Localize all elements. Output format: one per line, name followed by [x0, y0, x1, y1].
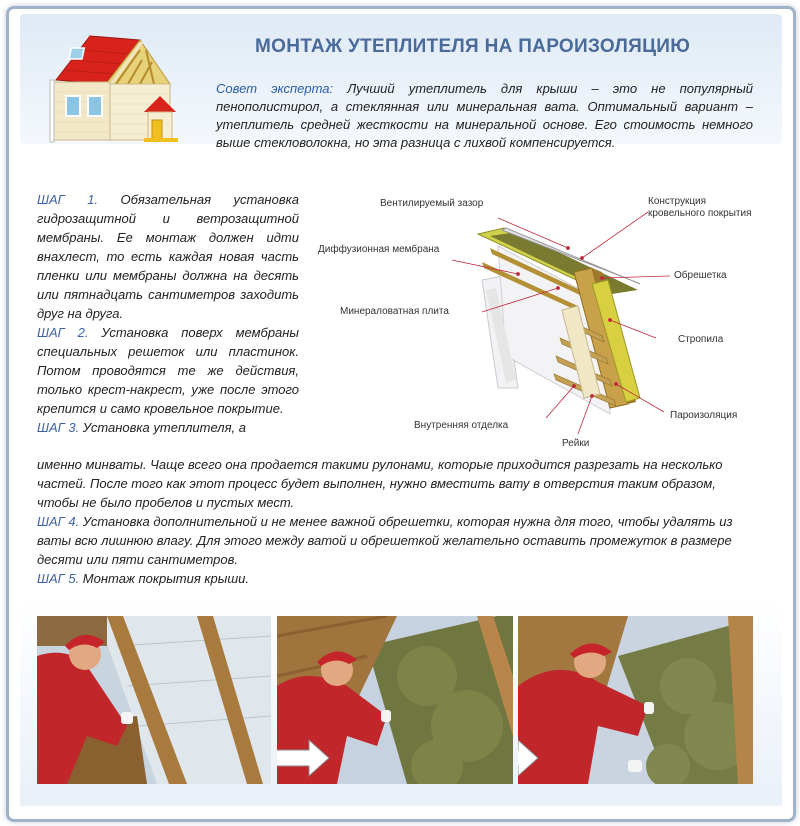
step-5-text: Монтаж покрытия крыши.	[82, 571, 249, 586]
label-vent-gap: Вентилируемый зазор	[380, 198, 484, 209]
steps-left-column	[37, 190, 299, 437]
photo-step-membrane	[37, 616, 271, 784]
step-2	[37, 323, 299, 418]
step-4-text: Установка дополнительной и не менее важной обрешетки, которая нужна для того, чтобы удалять из ваты всю лишнюю влагу. Для этого между ватой и обрешеткой желательно оставить промежуток в размере десяти или пяти сантиметров.	[37, 514, 733, 567]
photo-step-installed	[518, 616, 753, 784]
step-2-label: ШАГ 2.	[37, 325, 89, 340]
advice-label: Совет эксперта:	[216, 81, 334, 96]
label-vapor-barrier: Пароизоляция	[670, 410, 738, 421]
step-3-continued: именно минваты. Чаще всего она продается такими рулонами, которые приходится разрезать на несколько частей. После того как этот процесс будет выполнен, нужно вместить вату в отверстия таким образом, чтобы не было пробелов и пустых мест.	[37, 457, 723, 510]
label-mineral-plate: Минераловатная плита	[340, 306, 449, 317]
step-4-label: ШАГ 4.	[37, 514, 80, 529]
label-battens: Рейки	[562, 438, 590, 448]
house-illustration	[36, 26, 208, 146]
label-roof-construction-2: кровельного покрытия	[648, 208, 752, 219]
label-rafters: Стропила	[678, 334, 724, 345]
step-5-label: ШАГ 5.	[37, 571, 80, 586]
step-1-label: ШАГ 1.	[37, 192, 99, 207]
page-title: МОНТАЖ УТЕПЛИТЕЛЯ НА ПАРОИЗОЛЯЦИЮ	[255, 36, 691, 57]
label-inner-finish: Внутренняя отделка	[414, 420, 509, 431]
label-diffusion-membrane: Диффузионная мембрана	[318, 244, 440, 255]
photo-step-insulation	[277, 616, 513, 784]
label-lathing: Обрешетка	[674, 270, 727, 281]
step-5	[37, 569, 753, 588]
step-3-label: ШАГ 3.	[37, 420, 80, 435]
step-1	[37, 190, 299, 323]
expert-advice	[216, 80, 753, 152]
advice-text: Лучший утеплитель для крыши – это не популярный пенополистирол, а стеклянная или минеральная вата. Оптимальный вариант – утеплитель средней жесткости на минеральной основе. Его стоимость немного выше стекловолокна, но эта разница с лихвой компенсируется.	[216, 81, 754, 150]
step-4	[37, 512, 753, 569]
step-3-text-start: Установка утеплителя, а	[82, 420, 247, 435]
steps-full-width	[37, 455, 753, 588]
roof-layers-diagram	[310, 188, 770, 448]
label-roof-construction-1: Конструкция	[648, 196, 707, 207]
step-1-text: Обязательная установка гидрозащитной и ветрозащитной мембраны. Ее монтаж должен идти внахлест, то есть каждая новая часть пленки или мембраны должна на десять или пятнадцать сантиметров заходить друг на друга.	[37, 192, 299, 321]
step-2-text: Установка поверх мембраны специальных решеток или пластинок. Потом проводятся те же действия, только крест-накрест, уже после этого крепится и само кровельное покрытие.	[37, 325, 299, 416]
step-3-start	[37, 418, 299, 437]
